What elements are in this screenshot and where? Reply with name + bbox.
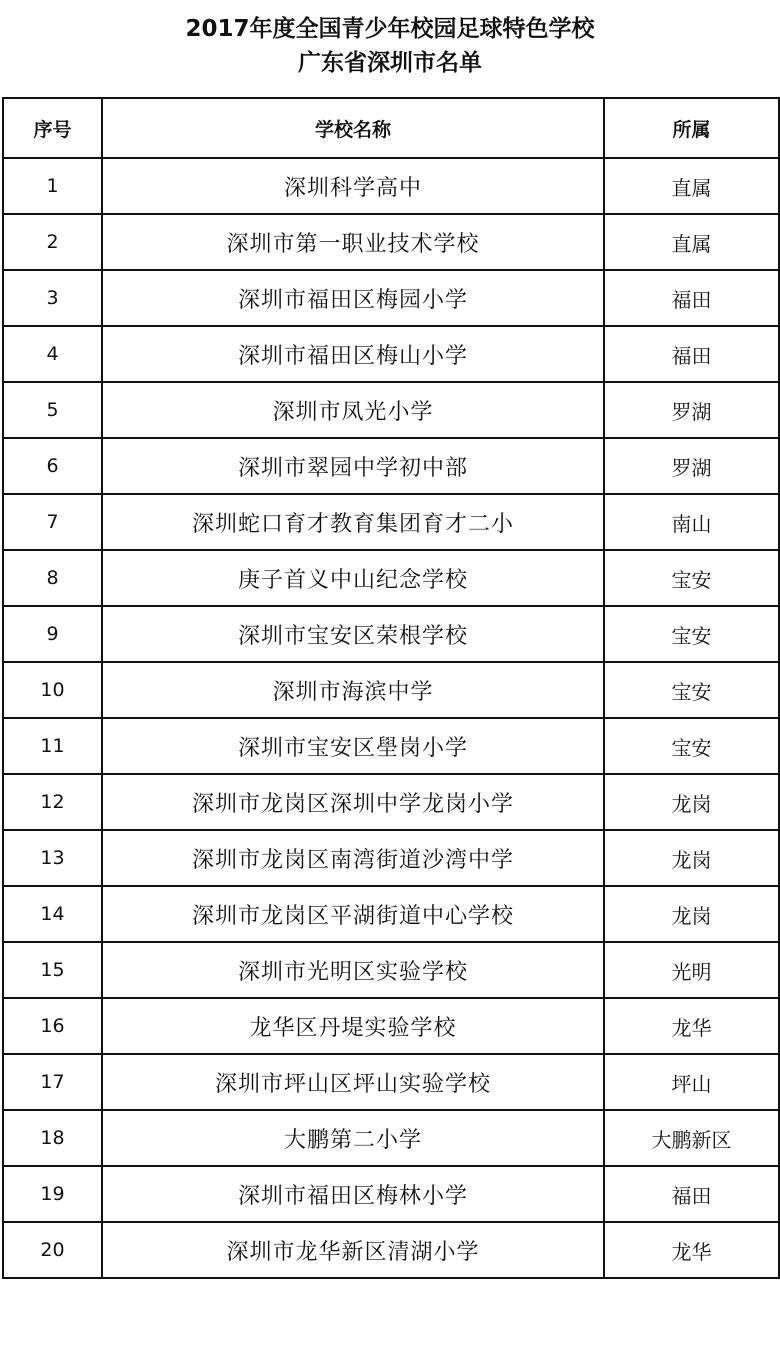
row-number: 14 [3,886,102,942]
table-row [3,382,779,438]
row-number: 20 [3,1222,102,1278]
table-row [3,606,779,662]
district: 福田 [604,1166,779,1222]
district: 龙岗 [604,830,779,886]
header-school-name: 学校名称 [102,98,604,158]
row-number: 13 [3,830,102,886]
row-number: 11 [3,718,102,774]
table-row [3,326,779,382]
district: 光明 [604,942,779,998]
district: 龙华 [604,998,779,1054]
school-name: 深圳市龙岗区平湖街道中心学校 [102,886,604,942]
district: 罗湖 [604,382,779,438]
table-header-row [3,98,779,158]
school-name: 深圳市福田区梅林小学 [102,1166,604,1222]
school-name: 深圳蛇口育才教育集团育才二小 [102,494,604,550]
school-name: 深圳市凤光小学 [102,382,604,438]
school-name: 深圳市第一职业技术学校 [102,214,604,270]
school-name: 深圳市坪山区坪山实验学校 [102,1054,604,1110]
table-row [3,774,779,830]
school-name: 庚子首义中山纪念学校 [102,550,604,606]
school-name: 深圳市海滨中学 [102,662,604,718]
district: 直属 [604,158,779,214]
district: 福田 [604,270,779,326]
header-no: 序号 [3,98,102,158]
school-name: 深圳市光明区实验学校 [102,942,604,998]
school-name: 深圳市龙岗区深圳中学龙岗小学 [102,774,604,830]
district: 宝安 [604,718,779,774]
district: 直属 [604,214,779,270]
school-name: 深圳市福田区梅山小学 [102,326,604,382]
table-row [3,942,779,998]
district: 宝安 [604,550,779,606]
table-row [3,158,779,214]
school-name: 龙华区丹堤实验学校 [102,998,604,1054]
row-number: 12 [3,774,102,830]
district: 罗湖 [604,438,779,494]
table-row [3,494,779,550]
district: 龙岗 [604,886,779,942]
school-name: 深圳市龙岗区南湾街道沙湾中学 [102,830,604,886]
district: 宝安 [604,662,779,718]
row-number: 2 [3,214,102,270]
row-number: 4 [3,326,102,382]
district: 大鹏新区 [604,1110,779,1166]
table-row [3,270,779,326]
row-number: 10 [3,662,102,718]
table-row [3,1166,779,1222]
title-line-1: 2017年度全国青少年校园足球特色学校 [185,16,595,42]
row-number: 9 [3,606,102,662]
title-line-2: 广东省深圳市名单 [298,50,482,76]
header-district: 所属 [604,98,779,158]
school-list-table [2,97,780,1279]
table-row [3,662,779,718]
table-row [3,1110,779,1166]
row-number: 18 [3,1110,102,1166]
table-row [3,1222,779,1278]
row-number: 19 [3,1166,102,1222]
table-row [3,214,779,270]
district: 南山 [604,494,779,550]
school-name: 深圳市福田区梅园小学 [102,270,604,326]
document-title [0,0,780,96]
row-number: 5 [3,382,102,438]
row-number: 6 [3,438,102,494]
table-row [3,438,779,494]
row-number: 15 [3,942,102,998]
district: 龙岗 [604,774,779,830]
table-row [3,998,779,1054]
school-name: 深圳市宝安区壆岗小学 [102,718,604,774]
row-number: 8 [3,550,102,606]
table-row [3,550,779,606]
district: 龙华 [604,1222,779,1278]
district: 坪山 [604,1054,779,1110]
school-name: 深圳科学高中 [102,158,604,214]
row-number: 16 [3,998,102,1054]
table-row [3,718,779,774]
school-name: 大鹏第二小学 [102,1110,604,1166]
district: 福田 [604,326,779,382]
row-number: 7 [3,494,102,550]
district: 宝安 [604,606,779,662]
table-row [3,830,779,886]
row-number: 3 [3,270,102,326]
table-row [3,1054,779,1110]
row-number: 17 [3,1054,102,1110]
school-name: 深圳市翠园中学初中部 [102,438,604,494]
row-number: 1 [3,158,102,214]
school-name: 深圳市龙华新区清湖小学 [102,1222,604,1278]
school-name: 深圳市宝安区荣根学校 [102,606,604,662]
table-row [3,886,779,942]
